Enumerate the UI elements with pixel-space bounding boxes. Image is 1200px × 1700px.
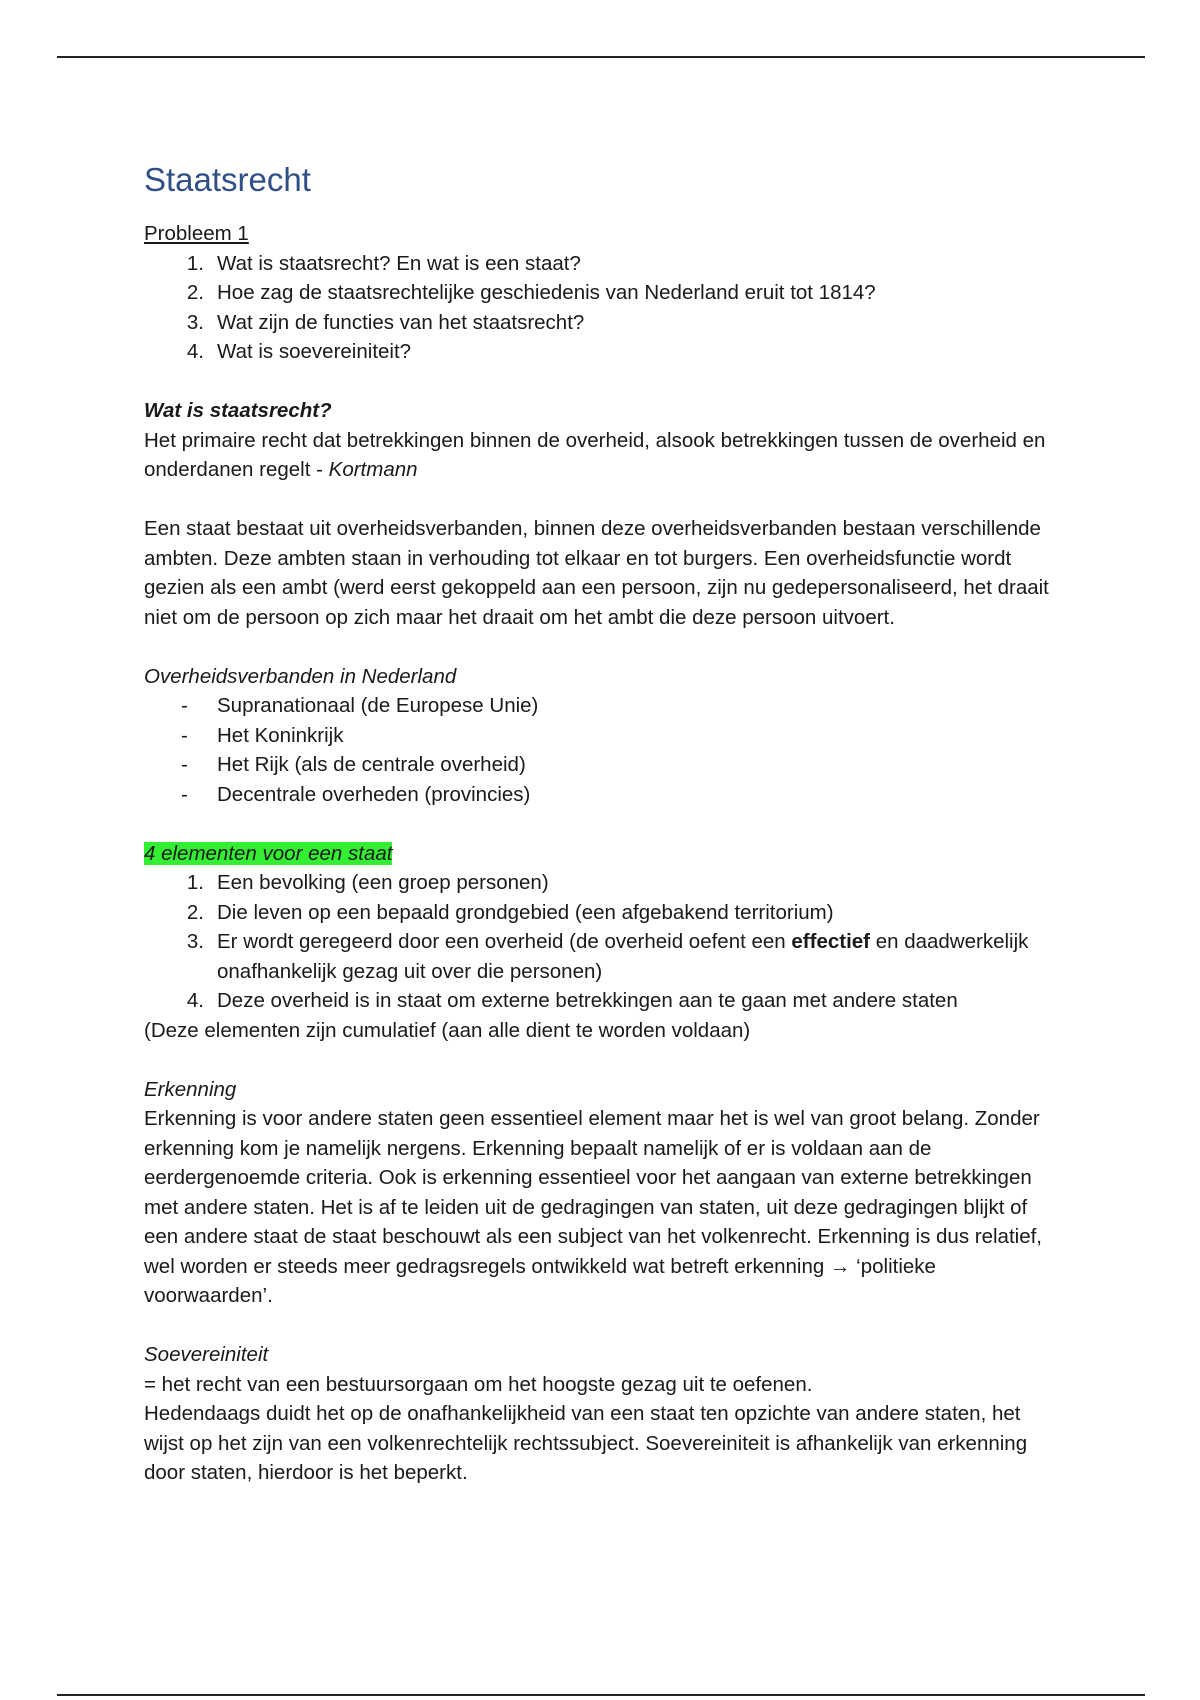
list-item: 4. Deze overheid is in staat om externe betrekkingen aan te gaan met andere staten — [186, 989, 958, 1012]
list-item: - Supranationaal (de Europese Unie) — [181, 694, 539, 717]
list-item: - Het Rijk (als de centrale overheid) — [181, 753, 526, 776]
bold-term: effectief — [791, 930, 870, 953]
soevereiniteit-heading: Soevereiniteit — [144, 1343, 269, 1366]
list-item: 2. Hoe zag de staatsrechtelijke geschiedenis van Nederland eruit tot 1814? — [186, 281, 876, 304]
arrow-icon: → — [829, 1254, 851, 1278]
staatsrecht-heading: Wat is staatsrecht? — [144, 399, 332, 422]
list-item: - Decentrale overheden (provincies) — [181, 782, 531, 806]
erkenning-heading: Erkenning — [144, 1077, 237, 1101]
verbanden-list — [144, 691, 1064, 809]
elementen-note: (Deze elementen zijn cumulatief (aan alle dient te worden voldaan) — [144, 1018, 751, 1042]
source-citation: Kortmann — [328, 458, 418, 481]
header-rule — [57, 56, 1145, 58]
document-title: Staatsrecht — [144, 161, 311, 198]
elementen-list — [144, 868, 1064, 1016]
list-item: 2. Die leven op een bepaald grondgebied (een afgebakend territorium) — [186, 900, 834, 924]
probleem-heading: Probleem 1 — [144, 222, 249, 245]
document-page — [144, 160, 1064, 1488]
list-item: 3. Er wordt geregeerd door een overheid (de overheid oefent een effectief en daadwerkelijk onafhankelijk gezag uit over die personen) — [186, 930, 1029, 983]
question-list — [144, 249, 1064, 367]
verbanden-heading: Overheidsverbanden in Nederland — [144, 664, 457, 688]
highlighted-heading: 4 elementen voor een staat — [144, 841, 393, 865]
staat-paragraph: Een staat bestaat uit overheidsverbanden, binnen deze overheidsverbanden bestaan verschillende ambten. Deze ambten staan in verhouding tot elkaar en tot burgers. Een overheidsfunctie wordt gezien als een ambt (werd eerst gekoppeld aan een persoon, zijn nu gedepersonaliseerd, het draait niet om de persoon op zich maar het draait om het ambt die deze persoon uitvoert. — [144, 517, 1049, 629]
soevereiniteit-definition: = het recht van een bestuursorgaan om het hoogste gezag uit te oefenen. — [144, 1372, 813, 1396]
erkenning-paragraph: Erkenning is voor andere staten geen essentieel element maar het is wel van groot belang. Zonder erkenning kom je namelijk nergens. Erkenning bepaalt namelijk of er is voldaan aan de eerdergenoemde criteria. Ook is erkenning essentieel voor het aangaan van externe betrekkingen met andere staten. Het is af te leiden uit de gedragingen van staten, uit deze gedragingen blijkt of een andere staat de staat beschouwt als een subject van het volkenrecht. Erkenning is dus relatief, wel worden er steeds meer gedragsregels ontwikkeld wat betreft erkenning → ‘politieke voorwaarden’. — [144, 1107, 1042, 1307]
list-item: 4. Wat is soevereiniteit? — [186, 340, 412, 363]
list-item: 3. Wat zijn de functies van het staatsrecht? — [186, 310, 585, 334]
elementen-heading — [144, 839, 1064, 869]
list-item: 1. Wat is staatsrecht? En wat is een staat? — [186, 251, 581, 275]
footer-rule — [57, 1694, 1145, 1696]
soevereiniteit-paragraph: Hedendaags duidt het op de onafhankelijkheid van een staat ten opzichte van andere staten, het wijst op het zijn van een volkenrechtelijk rechtssubject. Soevereiniteit is afhankelijk van erkenning door staten, hierdoor is het beperkt. — [144, 1402, 1028, 1484]
list-item: 1. Een bevolking (een groep personen) — [186, 871, 549, 894]
definition-paragraph: Het primaire recht dat betrekkingen binnen de overheid, alsook betrekkingen tussen de overheid en onderdanen regelt - Kortmann — [144, 428, 1046, 481]
list-item: - Het Koninkrijk — [181, 723, 344, 747]
